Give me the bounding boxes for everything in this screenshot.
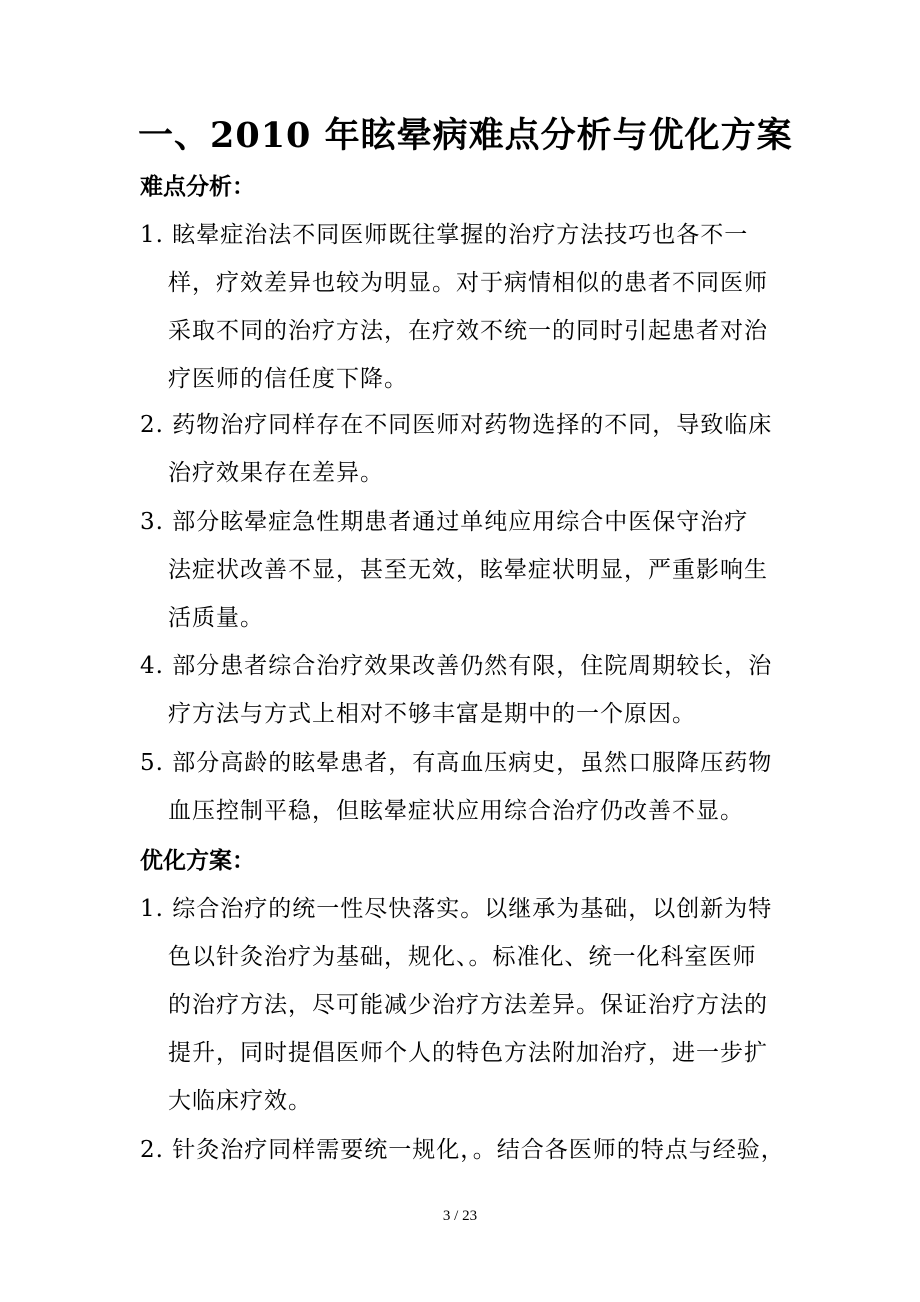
- difficulty-item-4: [140, 642, 790, 738]
- text-line: 的治疗方法，尽可能减少治疗方法差异。保证治疗方法的: [168, 992, 768, 1018]
- text-line: 提升，同时提倡医师个人的特色方法附加治疗，进一步扩: [168, 1040, 768, 1066]
- text-line: 2. 药物治疗同样存在不同医师对药物选择的不同，导致临床: [140, 412, 773, 438]
- text-line: 治疗效果存在差异。: [168, 460, 384, 486]
- difficulty-item-2: [140, 401, 790, 497]
- text-line: 疗方法与方式上相对不够丰富是期中的一个原因。: [168, 701, 696, 727]
- section-heading-optimization: 优化方案：: [140, 847, 255, 874]
- difficulty-item-1: [140, 211, 790, 403]
- page-title: 一、2010 年眩晕病难点分析与优化方案: [138, 115, 793, 156]
- text-line: 采取不同的治疗方法，在疗效不统一的同时引起患者对治: [168, 318, 768, 344]
- text-line: 1. 综合治疗的统一性尽快落实。以继承为基础，以创新为特: [140, 896, 773, 922]
- text-line: 法症状改善不显，甚至无效，眩晕症状明显，严重影响生: [168, 557, 768, 583]
- text-line: 1. 眩晕症治法不同医师既往掌握的治疗方法技巧也各不一: [140, 222, 749, 248]
- text-line: 2. 针灸治疗同样需要统一规化，。结合各医师的特点与经验，: [140, 1137, 785, 1163]
- section-heading-difficulty: 难点分析：: [140, 173, 255, 200]
- page-number: 3 / 23: [442, 1208, 478, 1224]
- difficulty-item-3: [140, 498, 790, 642]
- text-line: 色以针灸治疗为基础，规化、。标准化、统一化科室医师: [168, 944, 757, 970]
- text-line: 血压控制平稳，但眩晕症状应用综合治疗仍改善不显。: [168, 798, 744, 824]
- difficulty-item-5: [140, 739, 790, 835]
- optimization-item-2: [140, 1126, 790, 1174]
- text-line: 5. 部分高龄的眩晕患者，有高血压病史，虽然口服降压药物: [140, 750, 773, 776]
- text-line: 疗医师的信任度下降。: [168, 366, 408, 392]
- text-line: 大临床疗效。: [168, 1088, 312, 1114]
- text-line: 样，疗效差异也较为明显。对于病情相似的患者不同医师: [168, 270, 768, 296]
- optimization-item-1: [140, 885, 790, 1125]
- text-line: 4. 部分患者综合治疗效果改善仍然有限，住院周期较长，治: [140, 653, 773, 679]
- text-line: 活质量。: [168, 605, 264, 631]
- text-line: 3. 部分眩晕症急性期患者通过单纯应用综合中医保守治疗: [140, 509, 749, 535]
